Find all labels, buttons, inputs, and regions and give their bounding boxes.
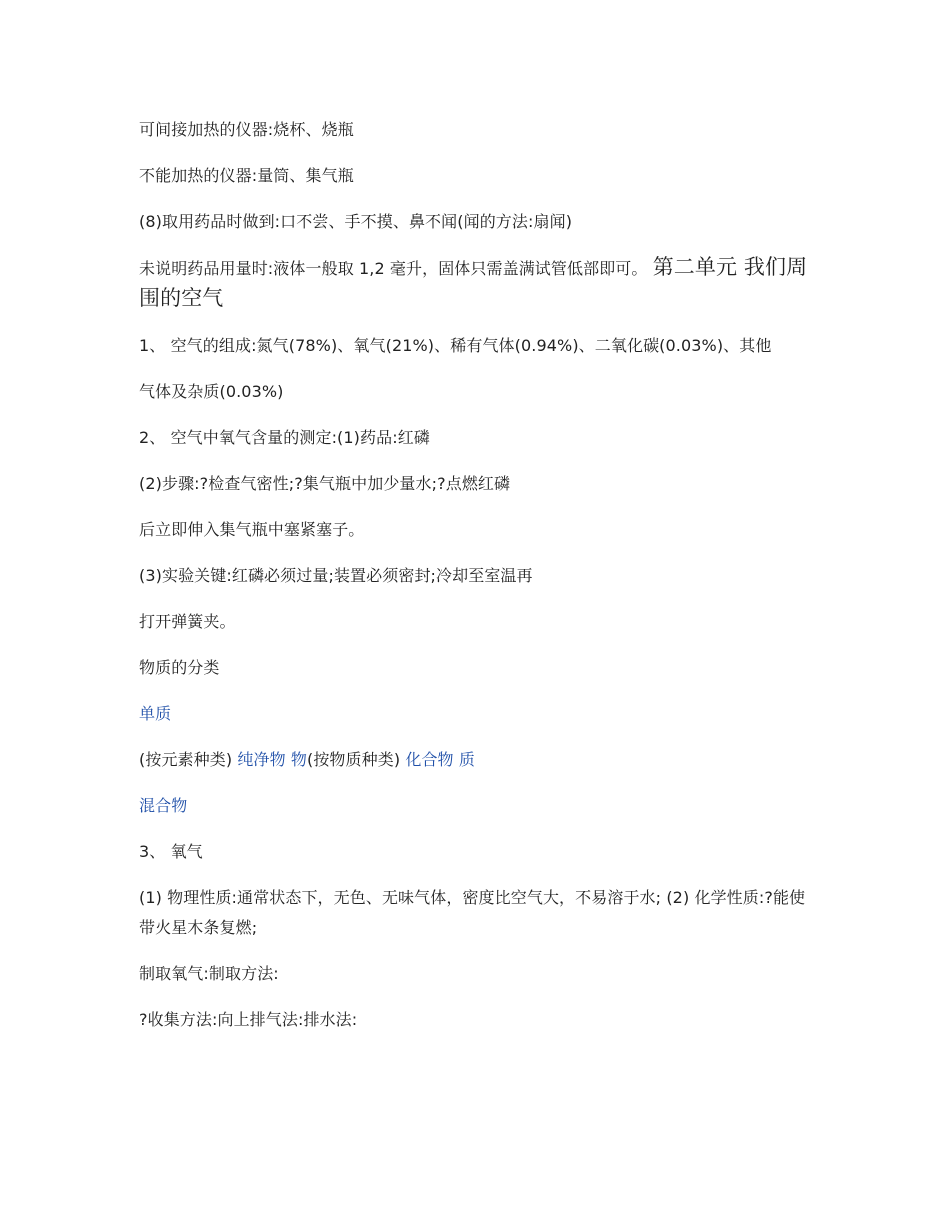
paragraph-indirect-heating: 可间接加热的仪器:烧杯、烧瓶 bbox=[139, 120, 354, 139]
by-element-type: (按元素种类) bbox=[139, 750, 233, 769]
link-wu[interactable]: 物 bbox=[290, 750, 307, 769]
paragraph-experiment-key: (3)实验关键:红磷必须过量;装置必须密封;冷却至室温再 bbox=[139, 566, 533, 585]
paragraph-open-clamp: 打开弹簧夹。 bbox=[139, 612, 236, 631]
paragraph-gas-impurities: 气体及杂质(0.03%) bbox=[139, 382, 284, 401]
paragraph-oxygen-title: 3、 氧气 bbox=[139, 842, 203, 861]
link-pure-substance[interactable]: 纯净物 bbox=[237, 750, 286, 769]
unit-two-heading: 第二单元 我们周围的空气 bbox=[139, 255, 808, 310]
paragraph-collection-method: ?收集方法:向上排气法:排水法: bbox=[139, 1010, 358, 1029]
paragraph-steps: (2)步骤:?检查气密性;?集气瓶中加少量水;?点燃红磷 bbox=[139, 474, 511, 493]
paragraph-oxygen-properties: (1) 物理性质:通常状态下，无色、无味气体，密度比空气大，不易溶于水; (2) 化学性质:?能使带火星木条复燃; bbox=[139, 888, 806, 937]
link-mixture[interactable]: 混合物 bbox=[139, 796, 188, 815]
paragraph-no-heating: 不能加热的仪器:量筒、集气瓶 bbox=[139, 166, 354, 185]
by-substance-type: (按物质种类) bbox=[306, 750, 401, 769]
paragraph-reagent-amount bbox=[139, 253, 819, 315]
link-compound[interactable]: 化合物 bbox=[405, 750, 454, 769]
link-zhi[interactable]: 质 bbox=[458, 750, 475, 769]
paragraph-classification-title: 物质的分类 bbox=[139, 658, 220, 677]
paragraph-taking-reagents: (8)取用药品时做到:口不尝、手不摸、鼻不闻(闻的方法:扇闻) bbox=[139, 212, 573, 231]
paragraph-steps-continued: 后立即伸入集气瓶中塞紧塞子。 bbox=[139, 520, 365, 539]
paragraph-air-composition: 1、 空气的组成:氮气(78%)、氧气(21%)、稀有气体(0.94%)、二氧化碳(0.03%)、其他 bbox=[139, 336, 772, 355]
link-simple-substance[interactable]: 单质 bbox=[139, 704, 172, 723]
reagent-amount-text: 未说明药品用量时:液体一般取 1,2 毫升，固体只需盖满试管低部即可。 bbox=[139, 259, 648, 278]
paragraph-oxygen-preparation: 制取氧气:制取方法: bbox=[139, 964, 279, 983]
paragraph-classification-row bbox=[139, 745, 819, 775]
paragraph-oxygen-measurement: 2、 空气中氧气含量的测定:(1)药品:红磷 bbox=[139, 428, 430, 447]
document-body bbox=[139, 115, 819, 1051]
